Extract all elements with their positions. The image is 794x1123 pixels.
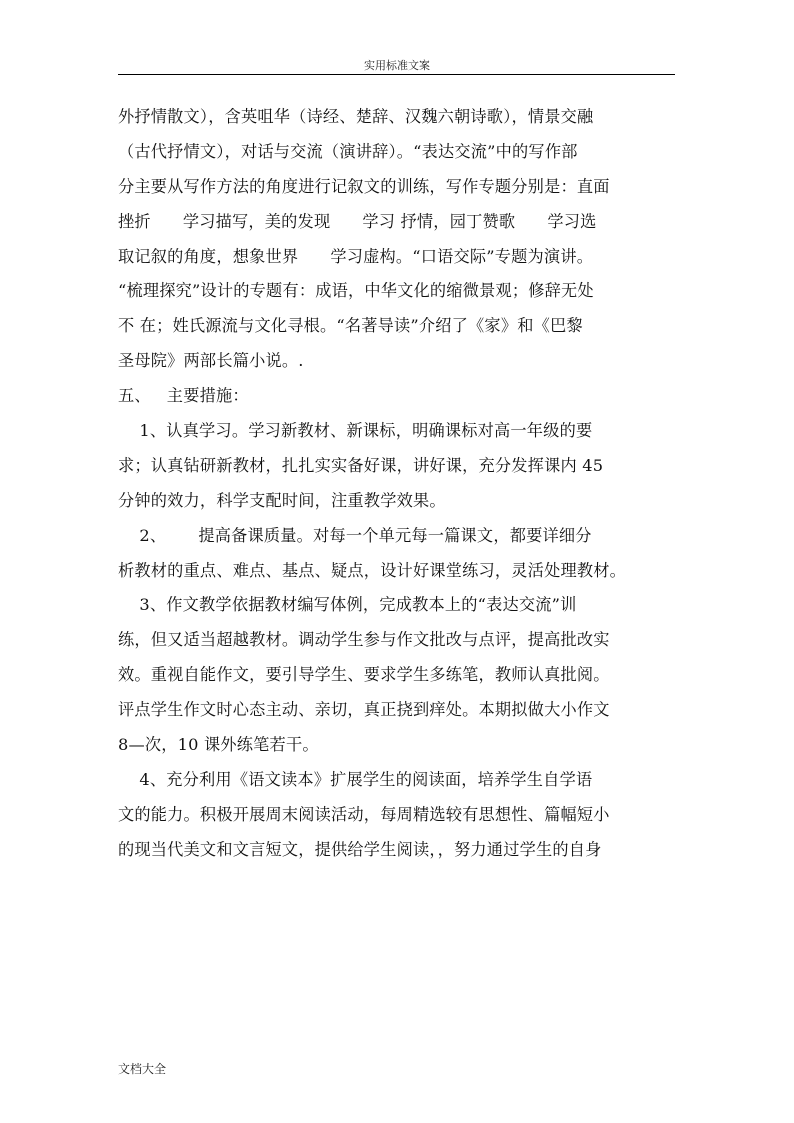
- body-line: 挫折 学习描写，美的发现 学习 抒情，园丁赞歌 学习选: [118, 211, 597, 231]
- body-line: 分主要从写作方法的角度进行记叙文的训练，写作专题分别是：直面: [118, 176, 610, 196]
- body-line: 析教材的重点、难点、基点、疑点，设计好课堂练习，灵活处理教材。: [118, 560, 627, 580]
- body-line: 求；认真钻研新教材，扎扎实实备好课，讲好课，充分发挥课内 45: [118, 455, 604, 475]
- body-line: 1、认真学习。学习新教材、新课标，明确课标对高一年级的要: [118, 421, 593, 441]
- page-header-title: 实用标准文案: [364, 59, 430, 72]
- body-line: 评点学生作文时心态主动、亲切，真正挠到痒处。本期拟做大小作文: [118, 700, 610, 720]
- body-line: 文的能力。积极开展周末阅读活动，每周精选较有思想性、篇幅短小: [118, 804, 610, 824]
- body-line: 外抒情散文），含英咀华（诗经、楚辞、汉魏六朝诗歌），情景交融: [118, 107, 594, 126]
- body-line: （古代抒情文），对话与交流（演讲辞）。“表达交流”中的写作部: [118, 141, 578, 161]
- body-line: 圣母院》两部长篇小说。.: [118, 351, 304, 371]
- body-line: “梳理探究”设计的专题有：成语，中华文化的缩微景观；修辞无处: [118, 281, 594, 301]
- body-line: 的现当代美文和文言短文，提供给学生阅读，，努力通过学生的自身: [118, 839, 602, 859]
- body-line: 取记叙的角度，想象世界 学习虚构。“口语交际”专题为演讲。: [118, 246, 594, 266]
- body-line: 效。重视自能作文，要引导学生、要求学生多练笔，教师认真批阅。: [118, 665, 610, 685]
- body-line: 分钟的效力，科学支配时间，注重教学效果。: [118, 490, 446, 510]
- body-line: 3、作文教学依据教材编写体例，完成教本上的“表达交流”训: [118, 595, 577, 615]
- section-heading: 五、 主要措施：: [118, 386, 249, 406]
- page-footer: 文档大全: [118, 1062, 167, 1076]
- body-line: 4、充分利用《语文读本》扩展学生的阅读面，培养学生自学语: [118, 769, 593, 789]
- body-line: 8—次，10 课外练笔若干。: [118, 735, 319, 755]
- document-body: [118, 100, 678, 868]
- header-divider: [118, 74, 675, 75]
- body-line: 练，但又适当超越教材。调动学生参与作文批改与点评，提高批改实: [118, 630, 610, 650]
- body-line: 2、 提高备课质量。对每一个单元每一篇课文，都要详细分: [118, 525, 592, 545]
- body-line: 不 在；姓氏源流与文化寻根。“名著导读”介绍了《家》和《巴黎: [118, 316, 583, 336]
